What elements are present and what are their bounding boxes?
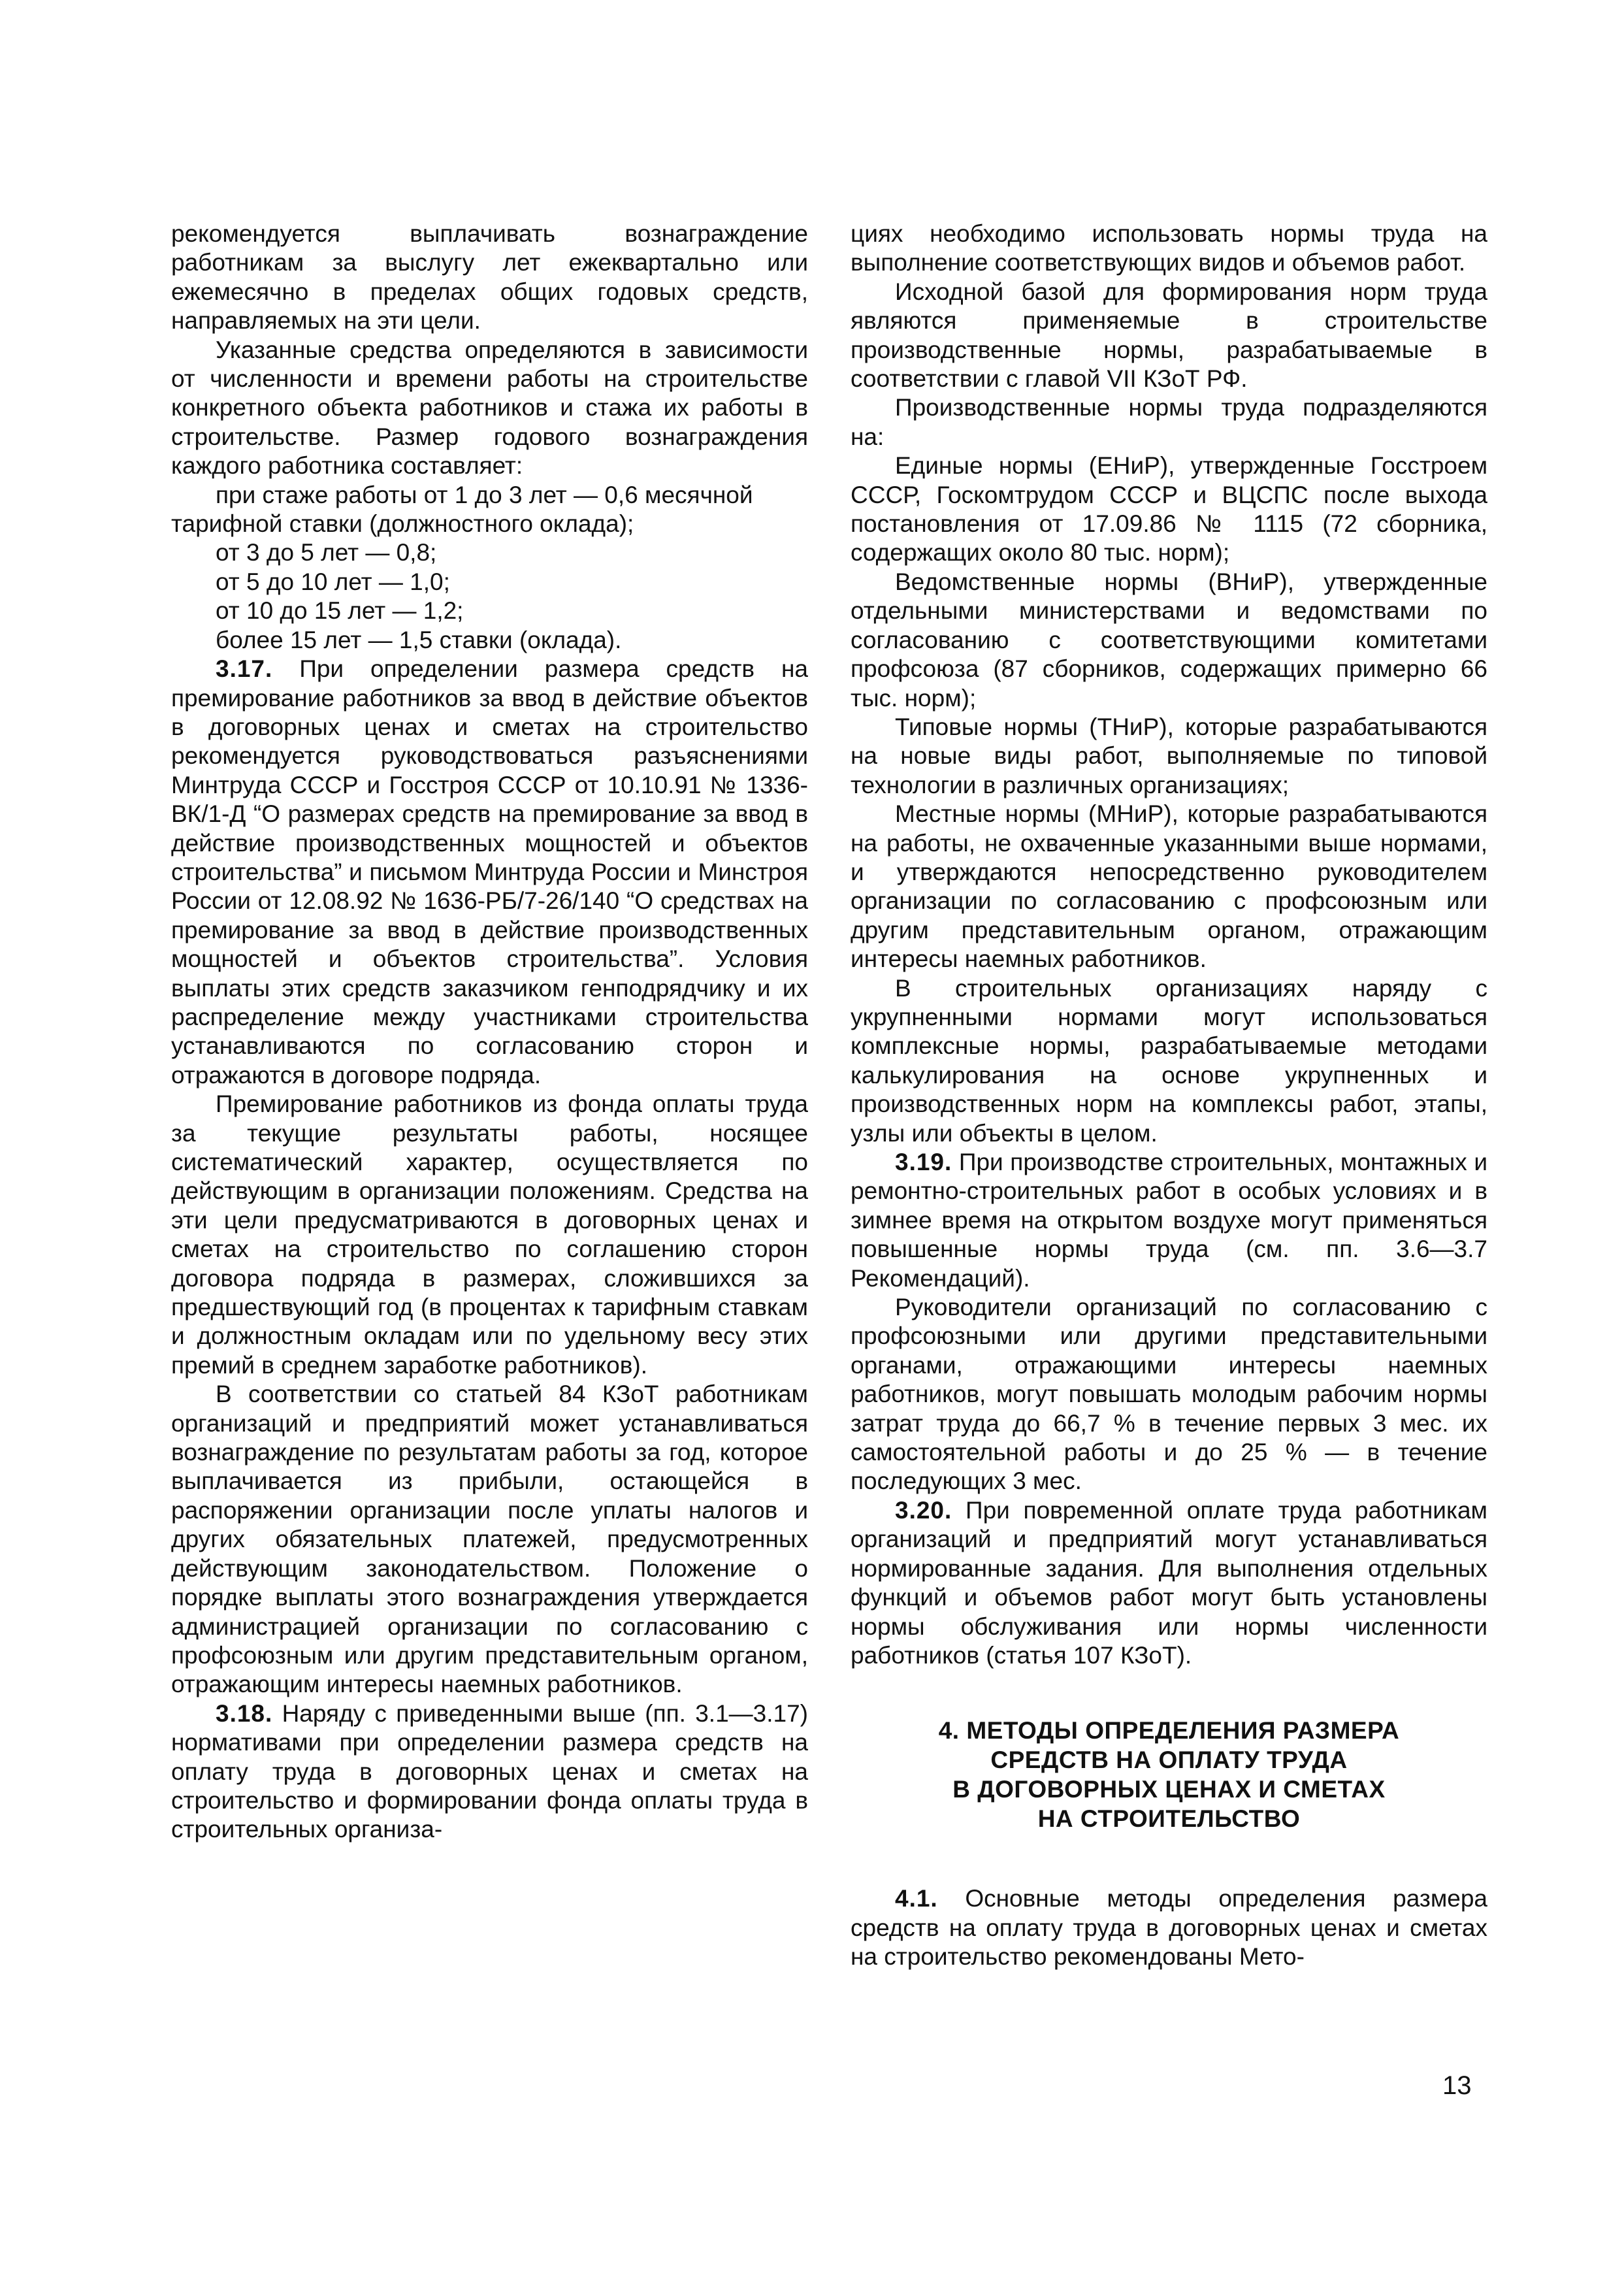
paragraph-text: Премирование работников из фонда оплаты труда за текущие результаты работы, носящее систематический характер, осуществляется по действующим в организации положениям. Средства на эти цели предусматриваются в договорных ценах и сметах на строительство по соглашению сторон договора подряда в размерах, сложившихся за предшествующий год (в процентах к тарифным ставкам и должностным окладам или по удельному весу этих премий в среднем заработке работников).: [171, 1090, 808, 1379]
section-heading-line-1: 4. МЕТОДЫ ОПРЕДЕЛЕНИЯ РАЗМЕРА: [938, 1717, 1400, 1745]
section-heading-line-2: СРЕДСТВ НА ОПЛАТУ ТРУДА: [990, 1746, 1348, 1774]
paragraph-text: более 15 лет — 1,5 ставки (оклада).: [216, 626, 622, 653]
clause-number: 4.1.: [895, 1885, 938, 1912]
section-heading: [851, 1716, 1487, 1833]
paragraph-text: При определении размера средств на премирование работников за ввод в действие объектов в договорных ценах и сметах на строительство рекомендуется руководствоваться разъяснениями Минтруда СССР и Госстроя СССР от 10.10.91 № 1336-ВК/1-Д “О размерах средств на премирование за ввод в действие производственных мощностей и объектов строительства” и письмом Минтруда России и Минстроя России от 12.08.92 № 1636-РБ/7-26/140 “О средствах на премирование за ввод в действие производственных мощностей и объектов строительства”. Условия выплаты этих средств заказчиком генподрядчику и их распределение между участниками строительства устанавливаются по согласованию сторон и отражаются в договоре подряда.: [171, 655, 808, 1089]
paragraph: [171, 655, 808, 1090]
page-number: 13: [1442, 2071, 1472, 2100]
paragraph-text: от 10 до 15 лет — 1,2;: [216, 597, 464, 625]
right-column-top: [851, 220, 1487, 1670]
list-item: [171, 481, 808, 539]
paragraph: [851, 393, 1487, 451]
paragraph-text: При производстве строительных, монтажных и ремонтно-строительных работ в особых условиях и в зимнее время на открытом воздухе могут применяться повышенные нормы труда (см. пп. 3.6—3.7 Рекомендаций).: [851, 1149, 1488, 1292]
section-heading-line-3: В ДОГОВОРНЫХ ЦЕНАХ И СМЕТАХ: [952, 1776, 1386, 1803]
paragraph-text: от 3 до 5 лет — 0,8;: [216, 539, 437, 566]
paragraph: [851, 713, 1487, 800]
paragraph: [851, 1293, 1487, 1496]
paragraph: [851, 1148, 1487, 1293]
paragraph-text: Производственные нормы труда подразделяются на:: [851, 394, 1487, 450]
paragraph: [851, 451, 1487, 568]
paragraph: [171, 336, 808, 481]
paragraph-text: циях необходимо использовать нормы труда на выполнение соответствующих видов и объемов работ.: [851, 220, 1487, 276]
right-column: [851, 220, 1487, 1972]
list-item: [171, 568, 808, 597]
paragraph-text: Типовые нормы (ТНиР), которые разрабатываются на новые виды работ, выполняемые по типовой технологии в различных организациях;: [851, 713, 1487, 798]
clause-number: 3.19.: [895, 1149, 952, 1175]
paragraph: [851, 974, 1487, 1148]
paragraph: [851, 220, 1487, 278]
paragraph: [851, 1496, 1487, 1670]
paragraph-text: Исходной базой для формирования норм труда являются применяемые в строительстве производственные нормы, разрабатываемые в соответствии с главой VII КЗоТ РФ.: [851, 278, 1487, 393]
paragraph: [851, 1884, 1487, 1971]
section-heading-line-4: НА СТРОИТЕЛЬСТВО: [1037, 1805, 1301, 1833]
paragraph-text: Единые нормы (ЕНиР), утвержденные Госстроем СССР, Госкомтрудом СССР и ВЦСПС после выхода постановления от 17.09.86 № 1115 (72 сборника, содержащих около 80 тыс. норм);: [851, 452, 1487, 566]
paragraph-text: Наряду с приведенными выше (пп. 3.1—3.17) нормативами при определении размера средств на оплату труда в договорных ценах и сметах на строительство и формировании фонда оплаты труда в строительных организа-: [171, 1699, 808, 1843]
paragraph: [171, 220, 808, 336]
paragraph-text: В строительных организациях наряду с укрупненными нормами могут использоваться комплексные нормы, разрабатываемые методами калькулирования на основе укрупненных и производственных норм на комплексы работ, этапы, узлы или объекты в целом.: [851, 974, 1487, 1147]
paragraph: [851, 278, 1487, 394]
paragraph-text: В соответствии со статьей 84 КЗоТ работникам организаций и предприятий может устанавливаться вознаграждение по результатам работы за год, которое выплачивается из прибыли, остающейся в распоряжении организации после уплаты налогов и других обязательных платежей, предусмотренных действующим законодательством. Положение о порядке выплаты этого вознаграждения утверждается администрацией организации по согласованию с профсоюзным или другим представительным органом, отражающим интересы наемных работников.: [171, 1381, 808, 1698]
paragraph-text: рекомендуется выплачивать вознаграждение работникам за выслугу лет ежеквартально или ежемесячно в пределах общих годовых средств, направляемых на эти цели.: [171, 220, 808, 335]
list-item: [171, 597, 808, 625]
paragraph: [851, 800, 1487, 974]
paragraph-text: от 5 до 10 лет — 1,0;: [216, 568, 450, 595]
paragraph-text: Указанные средства определяются в зависимости от численности и времени работы на строительстве конкретного объекта работников и стажа их работы в строительстве. Размер годового вознаграждения каждого работника составляет:: [171, 336, 808, 480]
paragraph: [171, 1699, 808, 1844]
paragraph-text: при стаже работы от 1 до 3 лет — 0,6 месячной тарифной ставки (должностного оклада);: [171, 481, 753, 538]
left-column: [171, 220, 808, 1844]
paragraph: [171, 1090, 808, 1380]
paragraph-text: Руководители организаций по согласованию с профсоюзными или другими представительными органами, отражающими интересы наемных работников, могут повышать молодым рабочим нормы затрат труда до 66,7 % в течение первых 3 мес. их самостоятельной работы и до 25 % — в течение последующих 3 мес.: [851, 1294, 1487, 1495]
list-item: [171, 538, 808, 567]
list-item: [171, 626, 808, 655]
paragraph-text: Основные методы определения размера средств на оплату труда в договорных ценах и сметах на строительство рекомендованы Мето-: [851, 1885, 1488, 1971]
right-column-bottom: [851, 1884, 1487, 1971]
clause-number: 3.17.: [216, 655, 273, 683]
paragraph-text: При повременной оплате труда работникам организаций и предприятий могут устанавливаться нормированные задания. Для выполнения отдельных функций и объемов работ могут быть установлены нормы обслуживания или нормы численности работников (статья 107 КЗоТ).: [851, 1496, 1487, 1669]
paragraph: [851, 568, 1487, 713]
paragraph-text: Местные нормы (МНиР), которые разрабатываются на работы, не охваченные указанными выше нормами, и утверждаются непосредственно руководителем организации по согласованию с профсоюзным или другим представительным органом, отражающим интересы наемных работников.: [851, 800, 1487, 973]
clause-number: 3.20.: [895, 1496, 952, 1524]
clause-number: 3.18.: [216, 1699, 273, 1727]
paragraph-text: Ведомственные нормы (ВНиР), утвержденные отдельными министерствами и ведомствами по согласованию с соответствующими комитетами профсоюза (87 сборников, содержащих примерно 66 тыс. норм);: [851, 568, 1487, 712]
paragraph: [171, 1380, 808, 1699]
